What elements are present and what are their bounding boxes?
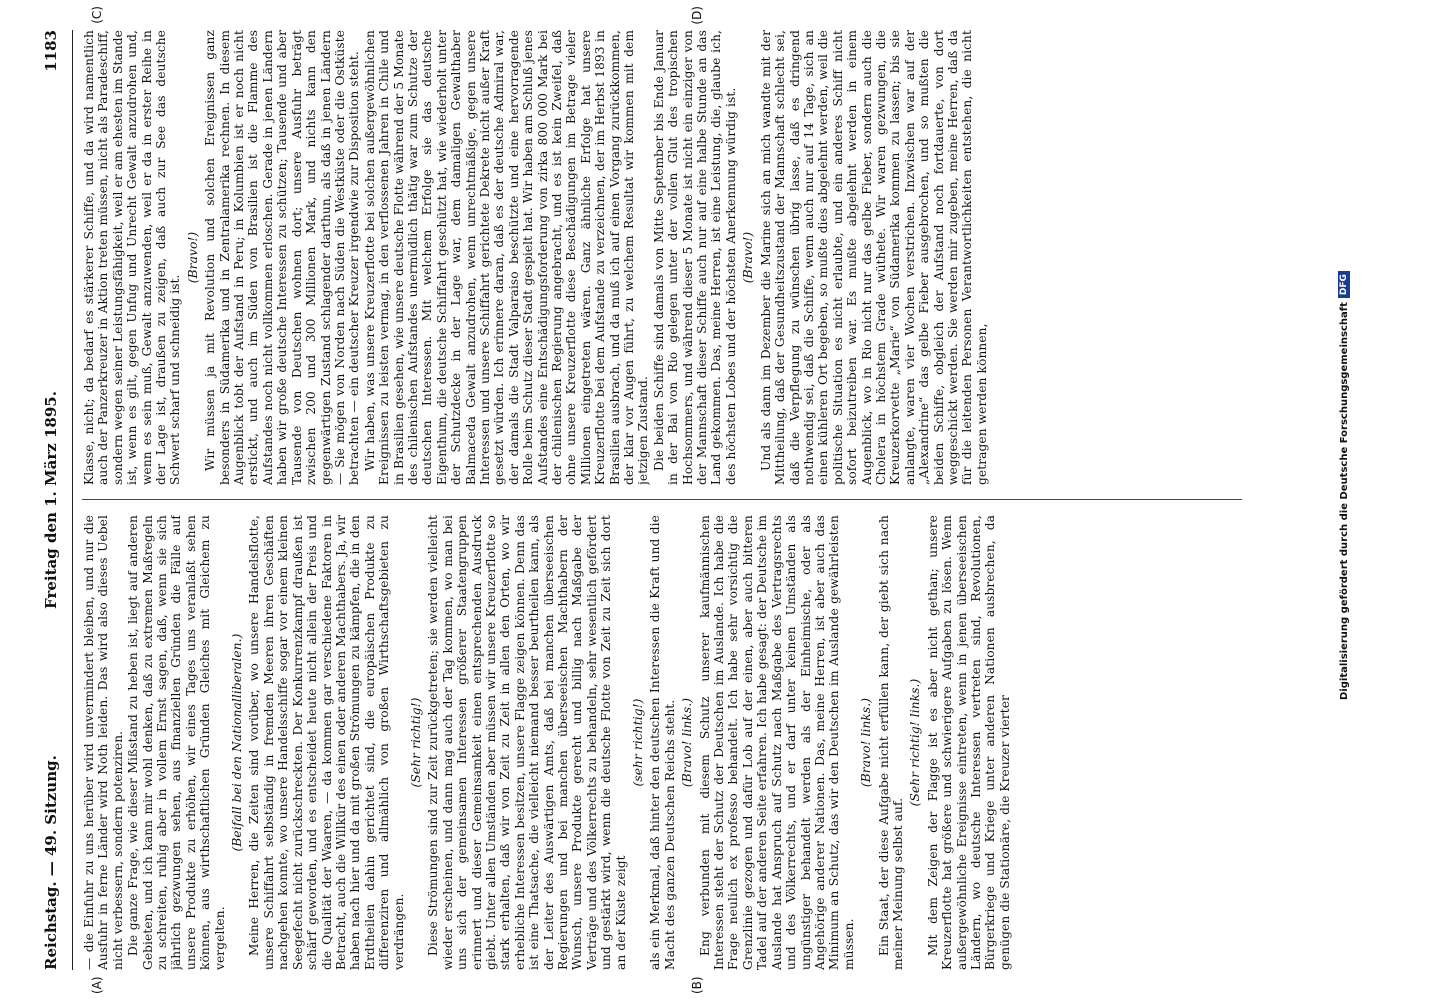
paragraph: Diese Strömungen sind zur Zeit zurückgetreten; sie werden vielleicht wieder erscheinen, und dann mag auch der Tag kommen, wo man bei uns sich der gemeinsamen Interessen größerer Staatengruppen erinnert und dieser Gemeinsamkeit einen entsprechenden Ausdruck giebt. Unter allen Umständen aber müssen wir unsere Kreuzerflotte so stark erhalten, daß wir von Zeit zu Zeit in allen den Orten, wo wir erhebliche Interessen besitzen, unsere Flagge zeigen können. Denn das ist eine Thatsache, die vielleicht niemand besser beurtheilen kann, als der Leiter des Auswärtigen Amts, daß bei manchen überseeischen Regierungen und bei manchen überseeischen Machthabern der Wunsch, unsere Produkte gerecht und billig nach Maßgabe der Verträge und des Völkerrechts zu behandeln, sehr wesentlich gefördert und gestärkt wird, wenn die deutsche Flotte von Zeit zu Zeit sich dort an der Küste zeigt (426, 515, 628, 970)
reaction-note: (Bravo! links.) (680, 697, 695, 788)
header-rule (72, 30, 73, 970)
paragraph: Die ganze Frage, wie dieser Mißstand zu heben ist, liegt auf anderen Gebieten, und ich kann mir wohl denken, daß zu extremen Maßregeln zu schreiten, ruhig aber in vollem Ernst sagen, daß, wenn sie sich jährlich gezwungen sehen, aus finanziellen Gründen die Fälle auf unsere Produkte zu erhöhen, wir eines Tages uns veranlaßt sehen können, aus wirthschaftlichen Gründen Gleiches mit Gleichem zu vergelten. (126, 515, 227, 970)
margin-mark-d: (D) (690, 6, 704, 25)
header-session: Reichstag. — 49. Sitzung. (42, 755, 60, 970)
reaction-note: (Bravo!) (185, 231, 200, 284)
digitization-credit (1338, 271, 1350, 700)
reaction-note: (sehr richtig!) (631, 698, 646, 787)
reaction-note: (Beifall bei den Nationalliberalen.) (230, 633, 245, 852)
paragraph: Ein Staat, der diese Aufgabe nicht erfüllen kann, der giebt sich nach meiner Meinung selbst auf. (876, 515, 905, 970)
paragraph: Eng verbunden mit diesem Schutz unserer kaufmännischen Interessen steht der Schutz der Deutschen im Auslande. Ich habe die Frage neulich ex professo behandelt. Ich habe sehr vorsichtig die Grenzlinie gezogen und dafür Lob auf der einen, aber auch bitteren Tadel auf der anderen Seite erfahren. Ich habe gesagt: der Deutsche im Auslande hat Anspruch auf Schutz nach Maßgabe des Vertragsrechts und des Völkerrechts, und er darf unter keinen Umständen als ungünstiger behandelt werden als der Einheimische, oder als Angehörige anderer Nationen. Das, meine Herren, ist aber auch das Minimum an Schutz, das wir den Deutschen im Auslande gewährleisten müssen. (697, 515, 856, 970)
paragraph: Wir haben, was unsere Kreuzerflotte bei solchen außergewöhnlichen Ereignissen zu leisten vermag, in den verflossenen Jahren in Chile und in Brasilien gesehen, wie unsere deutsche Flotte während der 5 Monate des chilenischen Aufstandes unermüdlich thätig war zum Schutze der deutschen Interessen. Mit welchem Erfolge sie das deutsche Eigenthum, die deutsche Schiffahrt geschützt hat, wie wiederholt unter der Schutzdecke in der Lage war, dem damaligen Gewalthaber Balmaceda Gewalt anzudrohen, wenn unrechtmäßige, gegen unsere Interessen und unsere Schiffahrt gerichtete Dekrete nicht außer Kraft gesetzt würden. Ich erinnere daran, daß es der deutsche Admiral war, der damals die Stadt Valparaiso beschützte und eine hervorragende Rolle beim Schutz dieser Stadt gespielt hat. Wir haben am Schluß jenes Aufstandes eine Entschädigungsforderung von zirka 800 000 Mark bei der chilenischen Regierung angebracht, und es ist kein Zweifel, daß ohne unsere Kreuzerflotte diese Beschädigungen im Betrage vieler Millionen eingetreten wären. Ganz ähnliche Erfolge hat unsere Kreuzerflotte bei dem Aufstande zu verzeichnen, der im Herbst 1893 in Brasilien ausbrach, und da muß ich auf einen Vorgang zurückkommen, der klar vor Augen führt, zu welchem Resultat wir kommen mit dem jetzigen Zustand. (362, 30, 651, 485)
right-text-column (82, 30, 1242, 485)
margin-mark-b: (B) (690, 976, 704, 994)
column-divider (82, 499, 1242, 500)
reaction-note: (Sehr richtig! links.) (908, 678, 923, 807)
left-text-column (82, 515, 1242, 970)
margin-mark-a: (A) (90, 976, 104, 994)
reaction-note: (Bravo!) (741, 231, 756, 284)
header-page-number: 1183 (42, 30, 60, 72)
header-date: Freitag den 1. März 1895. (42, 391, 60, 609)
paragraph: Wir müssen ja mit Revolution und solchen Ereignissen ganz besonders in Südamerika und in Zentralamerika rechnen. In diesem Augenblick tobt der Aufstand in Peru; in Kolumbien ist er noch nicht erstickt, und auch im Süden von Brasilien ist die Flamme des Aufstandes noch nicht vollkommen erloschen. Gerade in jenen Ländern haben wir große deutsche Interessen zu schützen; Tausende und aber Tausende von Deutschen wohnen dort; unsere Ausfuhr beträgt zwischen 200 und 300 Millionen Mark, und nichts kann den gegenwärtigen Zustand schlagender darthun, als daß in jenen Ländern — Sie mögen von Norden nach Süden die Westküste oder die Ostküste betrachten — ein deutscher Kreuzer irgendwie zur Disposition steht. (203, 30, 362, 485)
paragraph: Die beiden Schiffe sind damals von Mitte September bis Ende Januar in der Bai von Rio gelegen unter der vollen Glut des tropischen Hochsommers, und während dieser 5 Monate ist nicht ein einziger von der Mannschaft dieser Schiffe auch nur auf eine halbe Stunde an das Land gekommen. Das, meine Herren, ist eine Leistung, die, glaube ich, des höchsten Lobes und der höchsten Anerkennung würdig ist. (651, 30, 738, 485)
page-header (42, 30, 70, 970)
credit-text: Digitalisierung gefördert durch die Deutsche Forschungsgemeinschaft (1338, 302, 1350, 700)
paragraph: Klasse, nicht; da bedarf es stärkerer Schiffe, und da wird namentlich auch der Panzerkreuzer in Aktion treten müssen, nicht als Paradeschiff, sondern wegen seiner Leistungsfähigkeit, weil er am ehesten im Stande ist, wenn es gilt, gegen Unfug und Unrecht Gewalt anzudrohen und, wenn es sein muß, Gewalt anzuwenden, weil er da in erster Reihe in der Lage ist, draußen zu zeigen, daß auch zur See das deutsche Schwert scharf und schneidig ist. (82, 30, 183, 485)
paragraph: — die Einfuhr zu uns herüber wird unvermindert bleiben, und nur die Ausfuhr in ferne Länder wird Noth leiden. Das wird also dieses Uebel nicht verbessern, sondern potenziren. (82, 515, 125, 970)
dfg-logo: DFG (1338, 271, 1350, 298)
paragraph: Und als dann im Dezember die Marine sich an mich wandte mit der Mittheilung, daß der Gesundheitszustand der Mannschaft schlecht sei, daß die Verpflegung zu wünschen übrig lasse, daß es dringend nothwendig sei, daß die Schiffe, wenn auch nur auf 14 Tage, sich an einen kühleren Ort begeben, so mußte dies abgelehnt werden, weil die politische Situation es nicht erlaubte, und ein anderes Schiff nicht sofort beizutreiben war. Es mußte abgelehnt werden in einem Augenblick, wo in Rio nicht nur das gelbe Fieber, sondern auch die Cholera in höchstem Grade wüthete. Wir waren gezwungen, die Kreuzerkorvette „Marie“ von Südamerika kommen zu lassen; bis sie anlangte, waren vier Wochen verstrichen. Inzwischen war auf der „Alexandrine“ das gelbe Fieber ausgebrochen, und so mußten die beiden Schiffe, obgleich der Aufstand noch fortdauerte, von dort weggeschickt werden. Sie werden mir zugeben, meine Herren, daß da für die leitenden Personen Verantwortlichkeiten entstehen, die nicht getragen werden können, (758, 30, 989, 485)
reaction-note: (Bravo! links.) (859, 697, 874, 788)
reaction-note: (Sehr richtig!) (408, 697, 423, 788)
paragraph: Mit dem Zeigen der Flagge ist es aber nicht gethan; unsere Kreuzerflotte hat größere und schwierigere Aufgaben zu lösen. Wenn außergewöhnliche Ereignisse eintreten, wenn in jenen überseeischen Ländern, wo deutsche Interessen vertreten sind, Revolutionen, Bürgerkriege und Kriege unter anderen Nationen ausbrechen, da genügen die Stationäre, die Kreuzer vierter (925, 515, 1012, 970)
margin-mark-c: (C) (90, 6, 104, 24)
paragraph: Meine Herren, die Zeiten sind vorüber, wo unsere Handelsflotte, unsere Schiffahrt selbständig in fremden Meeren ihren Geschäften nachgehen konnte, wo unsere Handelsschiffe sogar vor einem kleinen Seegefecht nicht zurückschreckten. Der Konkurrenzkampf draußen ist schärf geworden, und es entscheidet heute nicht allein der Preis und die Qualität der Waaren, — da kommen gar verschiedene Faktoren in Betracht, auch die Willkür des einen oder anderen Machthabers. Ja, wir haben nach hier und da mit großen Strömungen zu kämpfen, die in den Erdtheilen dahin gerichtet sind, die europäischen Produkte zu differenziren und allmählich von großen Wirthschaftsgebieten zu verdrängen. (247, 515, 406, 970)
paragraph: als ein Merkmal, daß hinter den deutschen Interessen die Kraft und die Macht des ganzen Deutschen Reichs steht. (648, 515, 677, 970)
